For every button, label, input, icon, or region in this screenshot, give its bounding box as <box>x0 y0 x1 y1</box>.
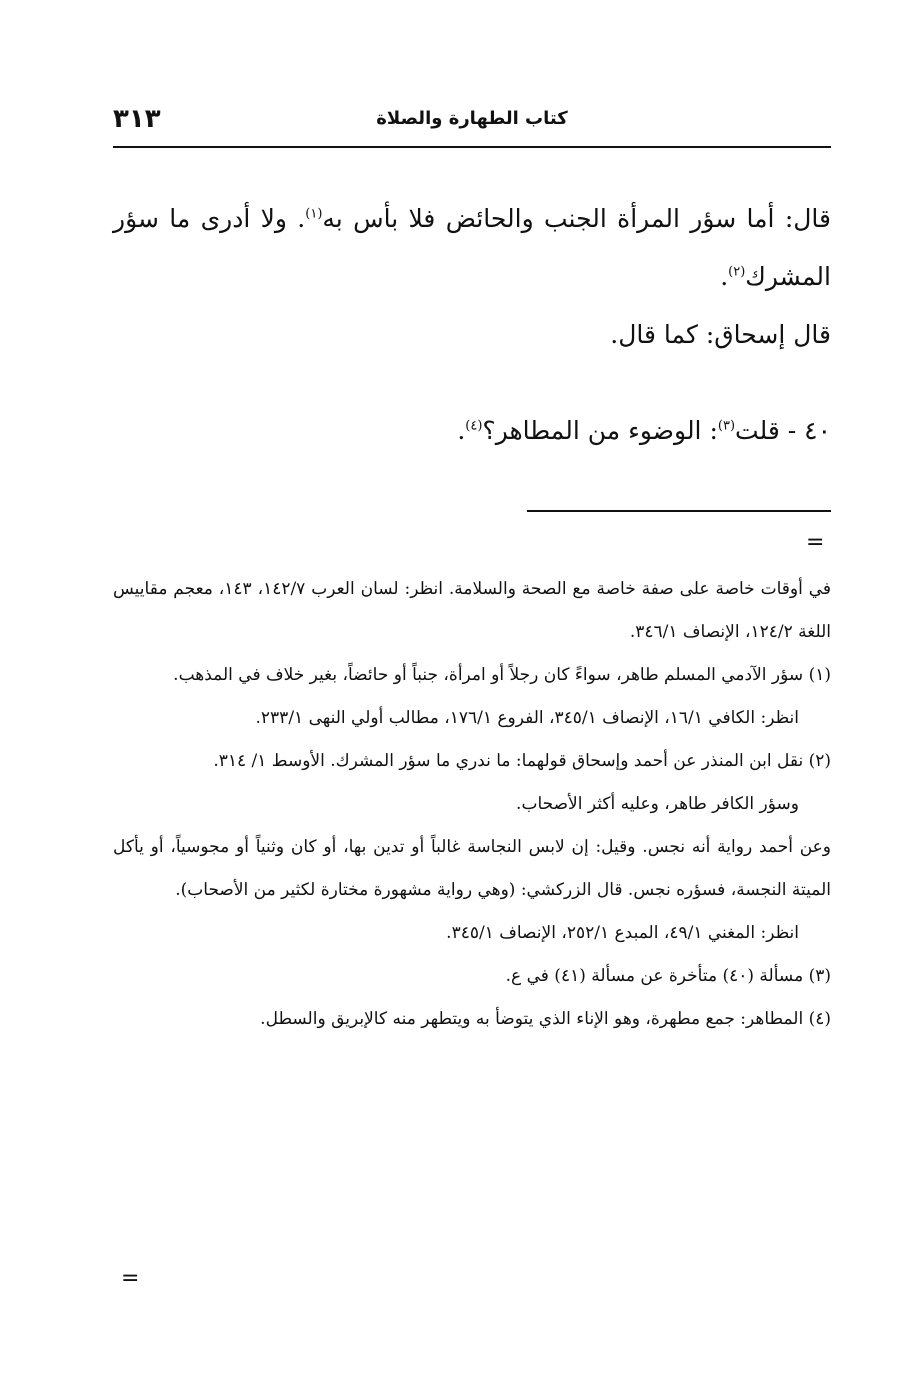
footnotes <box>113 568 831 1041</box>
footnote-separator <box>527 510 831 512</box>
footnote-ref-2: (٢) <box>728 264 746 280</box>
footnote-2-line: وعن أحمد رواية أنه نجس. وقيل: إن لابس النجاسة غالباً أو تدين بها، أو كان وثنياً أو مجوسياً، أو يأكل الميتة النجسة، فسؤره نجس. قال الزركشي: (وهي رواية مشهورة مختارة لكثير من الأصحاب). <box>113 837 831 900</box>
footnote-2-refs: انظر: المغني ٤٩/١، المبدع ٢٥٢/١، الإنصاف ٣٤٥/١. <box>446 923 799 943</box>
footnote-4: (٤) المطاهر: جمع مطهرة، وهو الإناء الذي يتوضأ به ويتطهر منه كالإبريق والسطل. <box>260 1009 831 1029</box>
text-segment: ٤٠ - قلت <box>735 416 831 445</box>
paragraph-ahmad-answer <box>113 190 831 306</box>
page-number: ٣١٣ <box>113 104 161 134</box>
text-segment: قال: أما سؤر المرأة الجنب والحائض فلا بأس به <box>322 204 831 233</box>
running-title: كتاب الطهارة والصلاة <box>376 108 568 129</box>
header-rule <box>113 146 831 148</box>
footnote-3: (٣) مسألة (٤٠) متأخرة عن مسألة (٤١) في ع. <box>505 966 831 986</box>
continuation-mark-top: = <box>806 530 825 555</box>
footnote-2-line: وسؤر الكافر طاهر، وعليه أكثر الأصحاب. <box>516 794 799 814</box>
footnote-1-refs: انظر: الكافي ١٦/١، الإنصاف ٣٤٥/١، الفروع ١٧٦/١، مطالب أولي النهى ٢٣٣/١. <box>255 708 799 728</box>
footnote-ref-3: (٣) <box>717 418 736 434</box>
footnote-ref-1: (١) <box>305 206 323 222</box>
text-segment: : الوضوء من المطاهر؟ <box>482 416 718 445</box>
paragraph-ishaq-answer: قال إسحاق: كما قال. <box>610 320 831 349</box>
question-40 <box>113 402 831 460</box>
footnote-ref-4: (٤) <box>465 418 483 434</box>
text-segment: . <box>720 262 729 291</box>
page-header <box>113 104 831 144</box>
footnote-1: (١) سؤر الآدمي المسلم طاهر، سواءً كان رجلاً أو امرأة، جنباً أو حائضاً، بغير خلاف في المذهب. <box>173 665 831 685</box>
text-segment: . ولا أدرى ما سؤر المشرك <box>113 204 831 291</box>
text-segment: . <box>457 416 466 445</box>
footnote-2: (٢) نقل ابن المنذر عن أحمد وإسحاق قولهما: ما ندري ما سؤر المشرك. الأوسط ١/ ٣١٤. <box>213 751 831 771</box>
continuation-mark-bottom: = <box>121 1266 140 1291</box>
footnote-continuation: في أوقات خاصة على صفة خاصة مع الصحة والسلامة. انظر: لسان العرب ١٤٢/٧، ١٤٣، معجم مقاييس اللغة ١٢٤/٢، الإنصاف ٣٤٦/١. <box>113 579 832 642</box>
main-text <box>113 190 831 460</box>
